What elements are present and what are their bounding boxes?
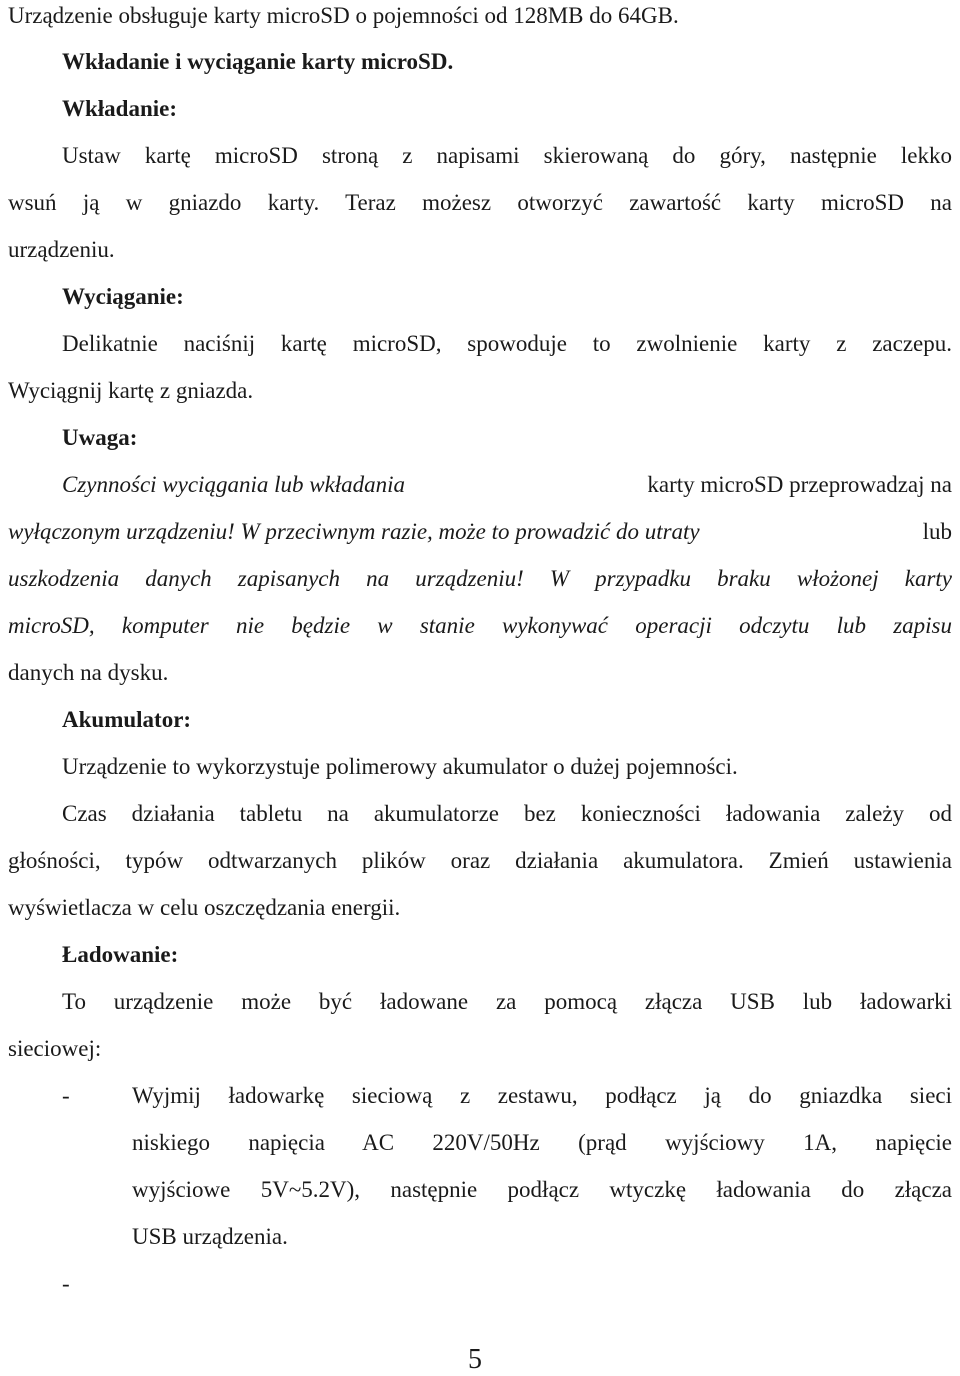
note-text-line-4: microSD, komputer nie będzie w stanie wykonywać operacji odczytu lub zapisu bbox=[8, 613, 952, 638]
subheading-note: Uwaga: bbox=[62, 425, 138, 450]
note-text-line-1-italic: Czynności wyciągania lub wkładania bbox=[62, 472, 406, 497]
list-bullet-1: - bbox=[62, 1083, 70, 1108]
note-text-line-1 bbox=[62, 471, 952, 499]
note-text-line-2-italic: wyłączonym urządzeniu! W przeciwnym razie, może to prowadzić do utraty bbox=[8, 519, 700, 544]
removing-text-line-2: Wyciągnij kartę z gniazda. bbox=[8, 378, 254, 403]
list-item-1-line-2: niskiego napięcia AC 220V/50Hz (prąd wyjściowy 1A, napięcie bbox=[132, 1130, 952, 1155]
charging-text-line-1: To urządzenie może być ładowane za pomocą złącza USB lub ładowarki bbox=[62, 989, 952, 1014]
subheading-removing: Wyciąganie: bbox=[62, 284, 184, 309]
battery-text-line-4: wyświetlacza w celu oszczędzania energii. bbox=[8, 895, 401, 920]
list-bullet-2: - bbox=[62, 1271, 70, 1296]
charging-text-line-2: sieciowej: bbox=[8, 1036, 102, 1061]
note-text-line-1-normal: karty microSD przeprowadzaj na bbox=[647, 472, 952, 497]
page-number: 5 bbox=[468, 1344, 482, 1375]
list-item-1-line-1: Wyjmij ładowarkę sieciową z zestawu, podłącz ją do gniazdka sieci bbox=[132, 1083, 952, 1108]
note-text-line-5: danych na dysku. bbox=[8, 660, 169, 685]
note-text-line-3: uszkodzenia danych zapisanych na urządzeniu! W przypadku braku włożonej karty bbox=[8, 566, 952, 591]
note-text-line-2 bbox=[8, 518, 952, 546]
battery-text-line-1: Urządzenie to wykorzystuje polimerowy akumulator o dużej pojemności. bbox=[62, 754, 738, 779]
subheading-charging: Ładowanie: bbox=[62, 942, 179, 967]
removing-text-line-1: Delikatnie naciśnij kartę microSD, spowoduje to zwolnienie karty z zaczepu. bbox=[62, 331, 952, 356]
intro-text: Urządzenie obsługuje karty microSD o pojemności od 128MB do 64GB. bbox=[8, 3, 679, 28]
inserting-text-line-1: Ustaw kartę microSD stroną z napisami skierowaną do góry, następnie lekko bbox=[62, 143, 952, 168]
list-item-1-line-3: wyjściowe 5V~5.2V), następnie podłącz wtyczkę ładowania do złącza bbox=[132, 1177, 952, 1202]
inserting-text-line-3: urządzeniu. bbox=[8, 237, 115, 262]
list-item-1-line-4: USB urządzenia. bbox=[132, 1224, 288, 1249]
battery-text-line-2: Czas działania tabletu na akumulatorze bez konieczności ładowania zależy od bbox=[62, 801, 952, 826]
note-text-line-2-normal: lub bbox=[922, 519, 952, 544]
subheading-battery: Akumulator: bbox=[62, 707, 192, 732]
section-heading-microsd: Wkładanie i wyciąganie karty microSD. bbox=[62, 49, 454, 74]
inserting-text-line-2: wsuń ją w gniazdo karty. Teraz możesz otworzyć zawartość karty microSD na bbox=[8, 190, 952, 215]
battery-text-line-3: głośności, typów odtwarzanych plików oraz działania akumulatora. Zmień ustawienia bbox=[8, 848, 952, 873]
subheading-inserting: Wkładanie: bbox=[62, 96, 178, 121]
